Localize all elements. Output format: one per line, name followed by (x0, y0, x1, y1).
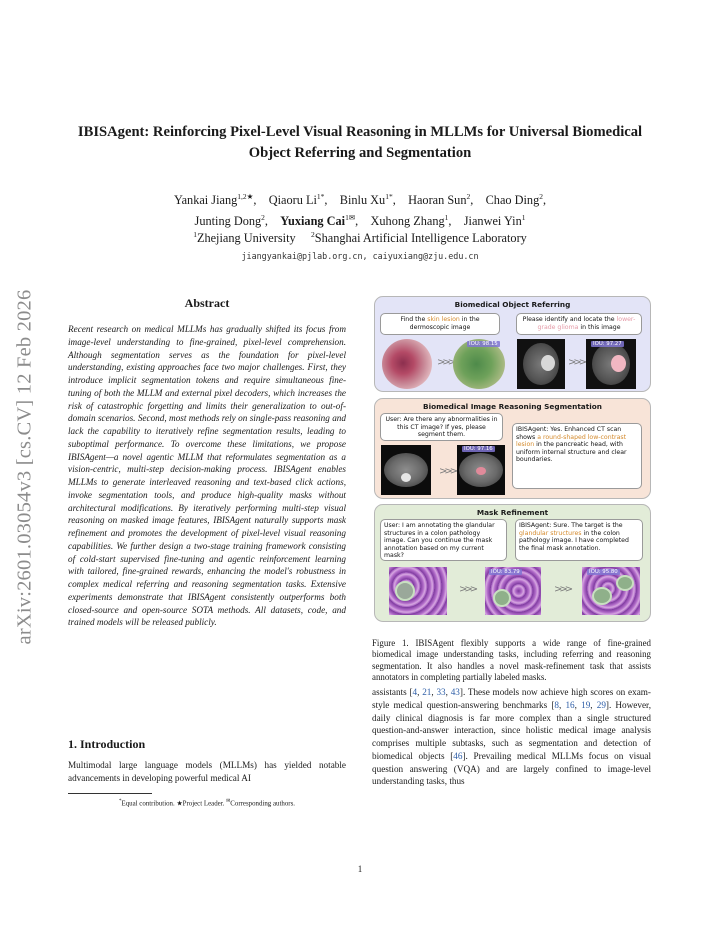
panel-title: Biomedical Object Referring (454, 300, 571, 309)
agent-text: in the pancreatic head, with uniform internal structure and clear boundaries. (516, 441, 627, 464)
abstract-text: Recent research on medical MLLMs has gradually shifted its focus from image-level understanding to fine-grained, pixel-level comprehension. Although segmentation serves as the foundation for pixel-level understanding, existing approaches face two major challenges. First, they introduce implicit segmentation tokens and require simultaneous fine-tuning of both the MLLM and external pixel decoders, which increases the risk of catastrophic forgetting and limits their generalization to out-of-domain scenarios. Second, most methods rely on single-pass reasoning and lack the capability to iteratively refine segmentation results, leading to suboptimal performance. To overcome these limitations, we propose IBISAgent—a novel agentic MLLM that reformulates segmentation as a vision-centric, multi-step decision-making process. IBISAgent enables MLLMs to generate interleaved reasoning and text-based click actions, invoke segmentation tools, and produce high-quality masks without architectural modifications. By iteratively performing multi-step visual reasoning on masked image features, IBISAgent naturally supports mask refinement and promotes the development of pixel-level visual reasoning capabilities. We further design a two-stage training framework consisting of cold-start supervised fine-tuning and agentic reinforcement learning with tailored, fine-grained rewards, enhancing the model's robustness in complex medical referring and reasoning segmentation tasks. Extensive experiments demonstrate that IBISAgent consistently outperforms both closed-source and open-source SOTA methods. All datasets, code, and trained models will be released publicly. (68, 324, 346, 628)
section-heading-introduction: 1. Introduction (68, 737, 146, 751)
author-name: Junting Dong (194, 214, 262, 229)
author-name-corresponding: Yuxiang Cai (280, 214, 346, 229)
author-line-1: Yankai Jiang$^{1,2★}$, Qiaoru $Li^{1*}$, Binlu $Xu^{1*}$, Haoran Sun$^2$, Chao Ding$^2$, (173, 192, 547, 208)
arrow-chevrons: >>> (437, 357, 454, 368)
citation-link[interactable]: 46 (453, 750, 463, 761)
ct-output-mask (457, 445, 505, 495)
figure-caption: Figure 1. IBISAgent flexibly supports a wide range of fine-grained biomedical image understanding tasks, including referring and reasoning segmentation. It also handles a novel mask-refinement task that assists annotators in completing partially labeled masks. (372, 638, 651, 682)
footnote (68, 798, 346, 807)
citation-link[interactable]: 8 (554, 699, 559, 710)
mri-input-image (517, 339, 565, 389)
paper-title: IBISAgent: Reinforcing Pixel-Level Visual Reasoning in MLLMs for Universal Biomedical Object Referring and Segmentation (77, 124, 643, 161)
author-name: Xuhong Zhang (370, 214, 445, 229)
author-affil: 2 (466, 192, 471, 201)
query-bubble-glioma (516, 313, 642, 335)
agent-bubble (512, 423, 642, 489)
author-affil: 1 (521, 213, 526, 223)
author-name: Chao Ding (485, 193, 540, 208)
author-emails: jiangyankai@pjlab.org.cn, caiyuxiang@zju.edu.cn (241, 251, 479, 261)
footnote-rule (68, 793, 152, 794)
arrow-chevrons: >>> (554, 584, 571, 595)
body-text-right: assistants [4, 21, 33, 43]. These models now achieve high scores on exam-style medical question-answering benchmarks [8, 16, 19, 29]. However, daily clinical diagnosis is far more complex than a single structured question-and-answer interaction, since holistic medical image analysis comprises multiple subtasks, such as segmentation and detection of biomedical objects [46]. Prevailing medical MLLMs focus on visual question answering (VQA) and are largely confined to image-level understanding tasks, thus (372, 687, 652, 787)
author-name: Haoran Sun (408, 193, 467, 208)
query-text: Please identify and locate the (522, 316, 617, 323)
arrow-chevrons: >>> (439, 466, 456, 477)
author-name: Qiaoru Li (268, 193, 317, 208)
citation-link[interactable]: 43 (450, 687, 460, 697)
panel-title: Biomedical Image Reasoning Segmentation (423, 402, 602, 411)
author-name: Yankai Jiang (173, 193, 238, 208)
footnote-corresponding: Corresponding authors. (230, 800, 295, 808)
author-line-2: Junting Dong$^2$, Yuxiang Cai$^{1✉}$, Xuhong Zhang$^1$, Jianwei Yin$^1$ (194, 213, 526, 229)
affiliations (60, 230, 660, 246)
query-highlight: lower-grade glioma (537, 316, 636, 331)
agent-highlight: a round-shaped low-contrast lesion (516, 433, 627, 449)
arxiv-id: arXiv:2601.03054v3 [cs.CV] 12 Feb 2026 (13, 289, 36, 645)
panel-reasoning-segmentation (374, 398, 651, 499)
footnote-marker: * (119, 799, 122, 804)
citation-link[interactable]: 29 (596, 699, 606, 710)
pathology-input-image (389, 567, 447, 615)
iou-badge: IOU: 95.80 (589, 569, 618, 575)
citation-link[interactable]: 16 (565, 699, 575, 710)
star-icon: ★ (176, 800, 183, 808)
body-text: ]. However, daily clinical diagnosis is far more complex than a single structured question-and-answer interaction, since holistic medical image analysis comprises multiple subtasks, such as segmentation and detection of biomedical objects [ (372, 699, 652, 761)
arxiv-stamp (8, 262, 42, 672)
author-affil: 2 (539, 192, 543, 201)
arrow-chevrons: >>> (568, 357, 585, 368)
user-bubble: User: Are there any abnormalities in this CT image? If yes, please segment them. (380, 413, 503, 441)
query-text: Find the (400, 316, 428, 323)
panel-object-referring (374, 296, 651, 392)
citation-link[interactable]: 19 (581, 699, 591, 710)
author-affil: 1,2★ (237, 192, 254, 201)
author-name: Binlu Xu (339, 193, 386, 208)
author-affil: 1 (444, 213, 449, 223)
abstract-heading: Abstract (184, 296, 230, 310)
agent-bubble (515, 519, 643, 561)
author-affil: 1✉ (345, 213, 356, 223)
arrow-chevrons: >>> (459, 584, 476, 595)
affiliation-name: Zhejiang University (196, 231, 296, 246)
body-text: assistants [ (372, 687, 413, 697)
author-name: Jianwei Yin (463, 214, 522, 229)
iou-badge: IOU: 98.15 (469, 341, 498, 347)
body-text: ]. Prevailing medical MLLMs focus on visual question answering (VQA) and are largely confined to image-level understanding tasks, thus (372, 750, 652, 787)
figure-1 (374, 296, 651, 622)
iou-badge: IOU: 83.79 (491, 569, 520, 575)
iou-badge: IOU: 97.16 (464, 446, 493, 452)
citation-link[interactable]: 21 (422, 687, 432, 697)
agent-highlight: glandular structures (519, 529, 582, 537)
affiliation-name: Shanghai Artificial Intelligence Laboratory (314, 231, 527, 246)
affil-marker: 1 (193, 230, 197, 239)
page-number: 1 (357, 864, 363, 874)
ct-input-image (381, 445, 431, 495)
author-affil: 1* (385, 192, 393, 201)
query-text: in the dermoscopic image (409, 316, 480, 331)
affil-marker: 2 (311, 230, 315, 239)
query-text: in this image (578, 323, 621, 331)
iou-badge: IOU: 97.27 (593, 341, 622, 347)
citation-link[interactable]: 33 (436, 687, 446, 697)
agent-text: IBISAgent: Sure. The target is the (519, 522, 623, 529)
footnote-leader: Project Leader. (182, 800, 225, 808)
author-affil: 2 (261, 213, 265, 223)
query-highlight: skin lesion (427, 316, 460, 323)
panel-title: Mask Refinement (476, 508, 549, 517)
body-text: ]. These models now achieve high scores on exam-style medical question-answering benchmarks [ (372, 687, 651, 710)
agent-text: IBISAgent: Yes. Enhanced CT scan shows (516, 426, 622, 441)
introduction-text: Multimodal large language models (MLLMs) has yielded notable advancements in developing powerful medical AI (68, 760, 346, 783)
query-bubble-skin (380, 313, 500, 335)
panel-mask-refinement (374, 504, 651, 622)
agent-text: in the colon pathology image. I have completed the final mask annotation. (519, 529, 629, 552)
footnote-equal: Equal contribution. (121, 800, 175, 808)
user-bubble: User: I am annotating the glandular structures in a colon pathology image. Can you continue the mask annotation based on my current mask? (380, 519, 507, 561)
citation-link[interactable]: 4 (412, 687, 418, 697)
dermoscopy-input-image (382, 339, 432, 389)
author-affil: 1* (316, 192, 325, 201)
author-list (60, 188, 660, 230)
envelope-icon: ✉ (226, 799, 231, 804)
